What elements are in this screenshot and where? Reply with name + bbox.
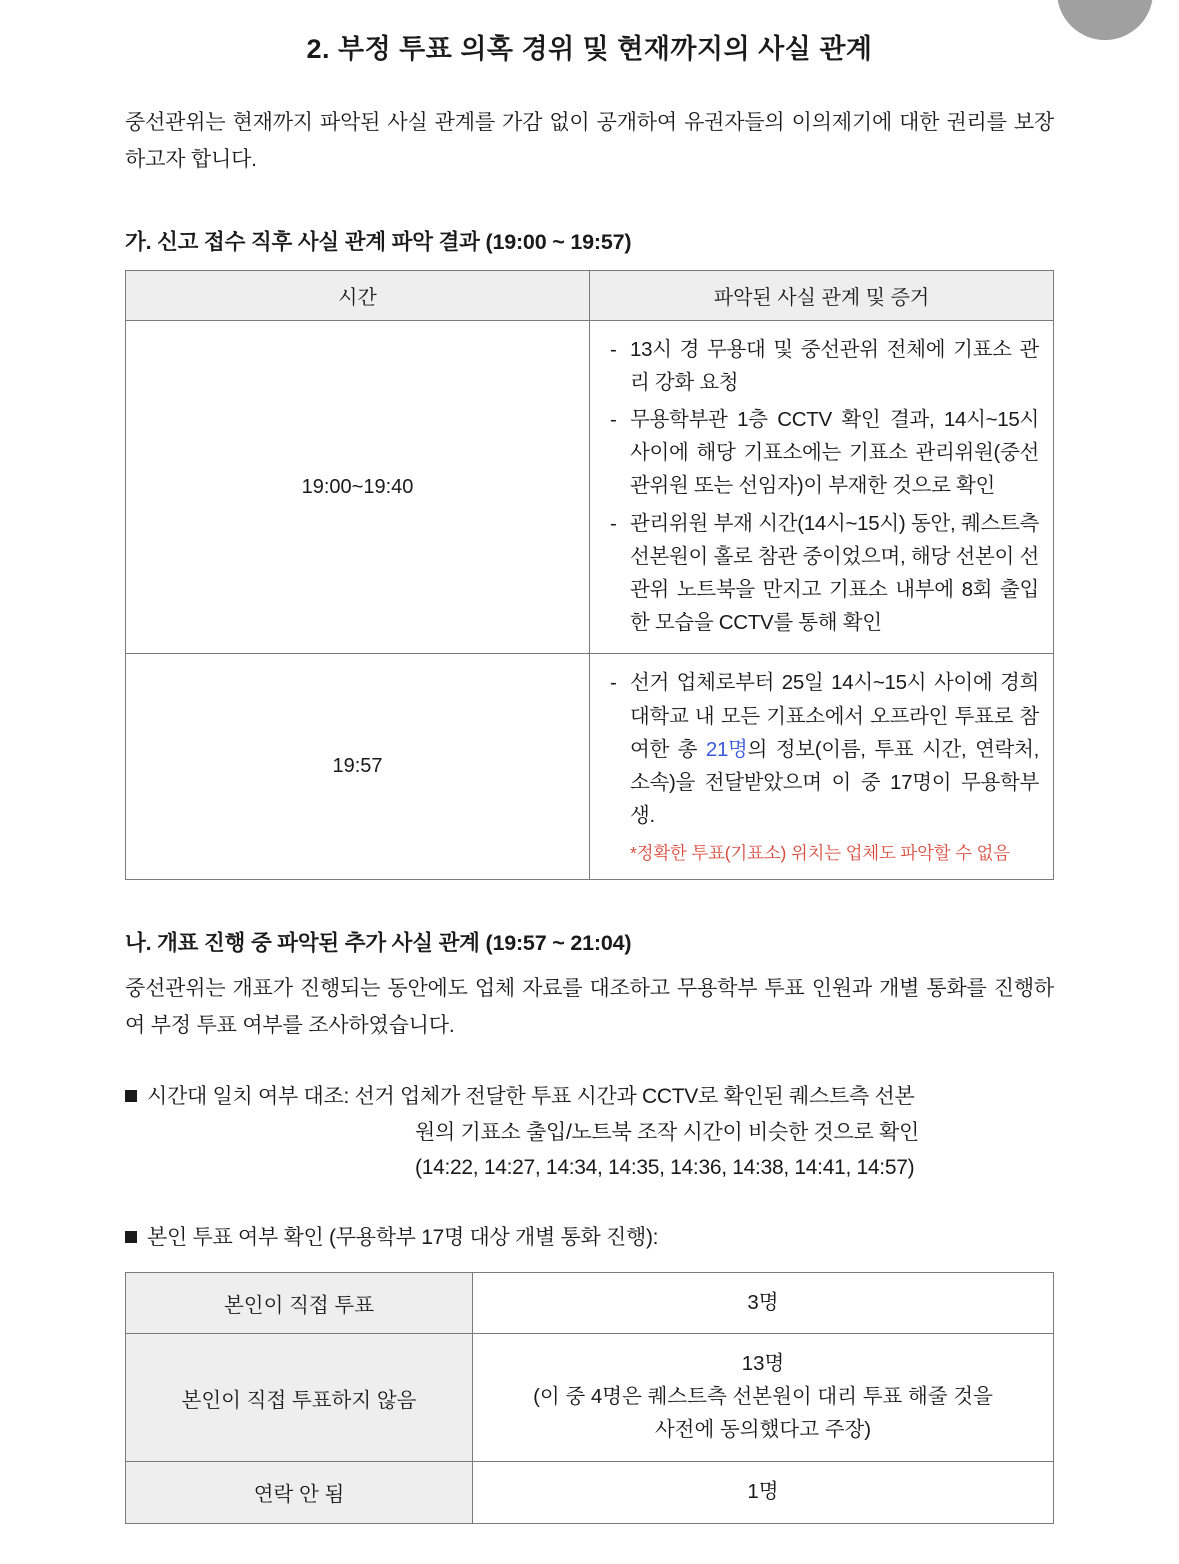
list-item: - 무용학부관 1층 CCTV 확인 결과, 14시~15시 사이에 해당 기표소에는 기표소 관리위원(중선관위원 또는 선임자)이 부재한 것으로 확인 <box>604 403 1039 503</box>
list-item <box>604 666 1039 832</box>
table-row <box>126 320 1054 654</box>
bullet-line-1: 본인 투표 여부 확인 (무용학부 17명 대상 개별 통화 진행): <box>147 1226 659 1249</box>
cell-label: 본인이 직접 투표하지 않음 <box>126 1334 473 1461</box>
cell-value: 1명 <box>473 1461 1054 1523</box>
bullet-self-vote-check <box>125 1220 1054 1256</box>
fact-list <box>604 333 1039 640</box>
intro-paragraph: 중선관위는 현재까지 파악된 사실 관계를 가감 없이 공개하여 유권자들의 이의제기에 대한 권리를 보장하고자 합니다. <box>125 111 1054 171</box>
text-post: 의 정보(이름, 투표 시간, 연락처, 소속)을 전달받았으며 이 중 17명이 무용학부생. <box>630 737 1039 828</box>
table-header-row <box>126 270 1054 320</box>
poll-result-table <box>125 1272 1054 1524</box>
cell-label: 본인이 직접 투표 <box>126 1272 473 1334</box>
section-a-heading: 가. 신고 접수 직후 사실 관계 파악 결과 (19:00 ~ 19:57) <box>125 229 632 254</box>
cell-time: 19:57 <box>126 654 590 880</box>
cell-value <box>473 1334 1054 1461</box>
cell-label: 연락 안 됨 <box>126 1461 473 1523</box>
table-row <box>126 654 1054 880</box>
text-pre: 선거 업체로부터 25일 14시~15시 사이에 경희대학교 내 모든 기표소에서 오프라인 투표로 참여한 총 <box>630 671 1039 761</box>
bullet-time-match <box>125 1079 1054 1186</box>
value-line: 13명 <box>741 1352 785 1376</box>
list-item: - 관리위원 부재 시간(14시~15시) 동안, 퀘스트측 선본원이 홀로 참관 중이었으며, 해당 선본이 선관위 노트북을 만지고 기표소 내부에 8회 출입한 모습을 CCTV를 통해 확인 <box>604 507 1039 640</box>
section-b-heading: 나. 개표 진행 중 파악된 추가 사실 관계 (19:57 ~ 21:04) <box>125 931 632 956</box>
bullet-line-3-times: (14:22, 14:27, 14:34, 14:35, 14:36, 14:38, 14:41, 14:57) <box>415 1156 915 1180</box>
bullet-content <box>147 1079 1054 1186</box>
bottom-spacer <box>125 1524 1054 1564</box>
page-title: 2. 부정 투표 의혹 경위 및 현재까지의 사실 관계 <box>306 34 873 64</box>
table-row <box>126 1334 1054 1461</box>
table-row <box>126 1272 1054 1334</box>
fact-list <box>604 666 1039 832</box>
cell-time: 19:00~19:40 <box>126 320 590 654</box>
document-page <box>0 18 1179 1564</box>
corner-decoration <box>1057 0 1153 40</box>
square-bullet-icon <box>125 1231 137 1243</box>
bullet-line-2: 원의 기표소 출입/노트북 조작 시간이 비슷한 것으로 확인 <box>415 1120 919 1144</box>
footnote-red: *정확한 투표(기표소) 위치는 업체도 파악할 수 없음 <box>630 843 1010 864</box>
cell-facts <box>590 320 1054 654</box>
square-bullet-icon <box>125 1090 137 1102</box>
column-header-facts: 파악된 사실 관계 및 증거 <box>590 270 1054 320</box>
list-item: - 13시 경 무용대 및 중선관위 전체에 기표소 관리 강화 요청 <box>604 333 1039 399</box>
column-header-time: 시간 <box>126 270 590 320</box>
highlight-count: 21명 <box>705 737 748 761</box>
section-b-paragraph: 중선관위는 개표가 진행되는 동안에도 업체 자료를 대조하고 무용학부 투표 인원과 개별 통화를 진행하여 부정 투표 여부를 조사하였습니다. <box>125 977 1054 1038</box>
bullet-line-1: 시간대 일치 여부 대조: 선거 업체가 전달한 투표 시간과 CCTV로 확인된 퀘스트측 선본 <box>147 1084 915 1108</box>
table-row <box>126 1461 1054 1523</box>
fact-table <box>125 270 1054 881</box>
cell-facts <box>590 654 1054 880</box>
value-line: (이 중 4명은 퀘스트측 선본원이 대리 투표 해줄 것을 <box>533 1385 993 1409</box>
value-line: 사전에 동의했다고 주장) <box>654 1418 872 1442</box>
cell-value: 3명 <box>473 1272 1054 1334</box>
bullet-content <box>147 1220 1054 1256</box>
